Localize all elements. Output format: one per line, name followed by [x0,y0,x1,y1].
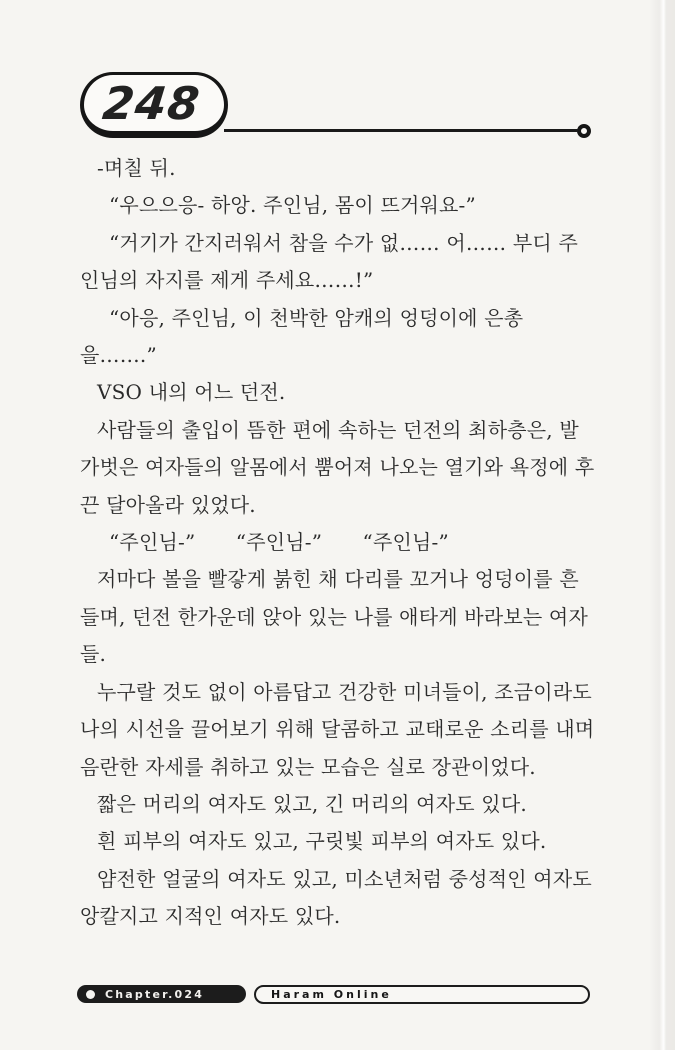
text-line: 얌전한 얼굴의 여자도 있고, 미소년처럼 중성적인 여자도 [97,866,592,891]
text-line: 인님의 자지를 제게 주세요……!” [80,268,374,293]
book-title-pill [254,985,590,1004]
chapter-label: Chapter.024 [105,987,205,1001]
text-line: 들. [80,642,107,667]
page-number: 248 [99,76,203,130]
text-line: 을…….” [80,343,157,368]
chapter-pill [77,985,246,1003]
text-line: 들며, 던전 한가운데 앉아 있는 나를 애타게 바라보는 여자 [80,604,588,629]
text-line: 끈 달아올라 있었다. [80,492,256,517]
text-line: 저마다 볼을 빨갛게 붉힌 채 다리를 꼬거나 엉덩이를 흔 [97,567,579,592]
text-line: 흰 피부의 여자도 있고, 구릿빛 피부의 여자도 있다. [97,829,547,854]
text-line: “주인님-” “주인님-” “주인님-” [109,530,449,555]
text-line: “아응, 주인님, 이 천박한 암캐의 엉덩이에 은총 [109,305,524,330]
text-line: 짧은 머리의 여자도 있고, 긴 머리의 여자도 있다. [97,791,527,816]
page-scan-edge [649,0,675,1050]
text-line: “거기가 간지러워서 참을 수가 없…… 어…… 부디 주 [109,230,578,255]
text-line: 가벗은 여자들의 알몸에서 뿜어져 나오는 열기와 욕정에 후 [80,455,595,480]
text-line: -며칠 뒤. [97,156,176,180]
text-line: 사람들의 출입이 뜸한 편에 속하는 던전의 최하층은, 발 [97,417,579,442]
page-number-badge [80,72,228,138]
text-line: VSO 내의 어느 던전. [97,380,286,405]
header-rule [224,129,578,132]
book-title-label: Haram Online [271,988,392,1001]
bullet-dot-icon [86,990,95,999]
text-line: 나의 시선을 끌어보기 위해 달콤하고 교태로운 소리를 내며 [80,717,595,742]
rule-end-ring-icon [577,124,591,138]
text-line: 누구랄 것도 없이 아름답고 건강한 미녀들이, 조금이라도 [97,679,592,704]
body-text [80,150,610,936]
text-line: “우으으응- 하앙. 주인님, 몸이 뜨거워요-” [109,193,476,218]
text-line: 음란한 자세를 취하고 있는 모습은 실로 장관이었다. [80,754,536,779]
text-line: 앙칼지고 지적인 여자도 있다. [80,904,341,929]
